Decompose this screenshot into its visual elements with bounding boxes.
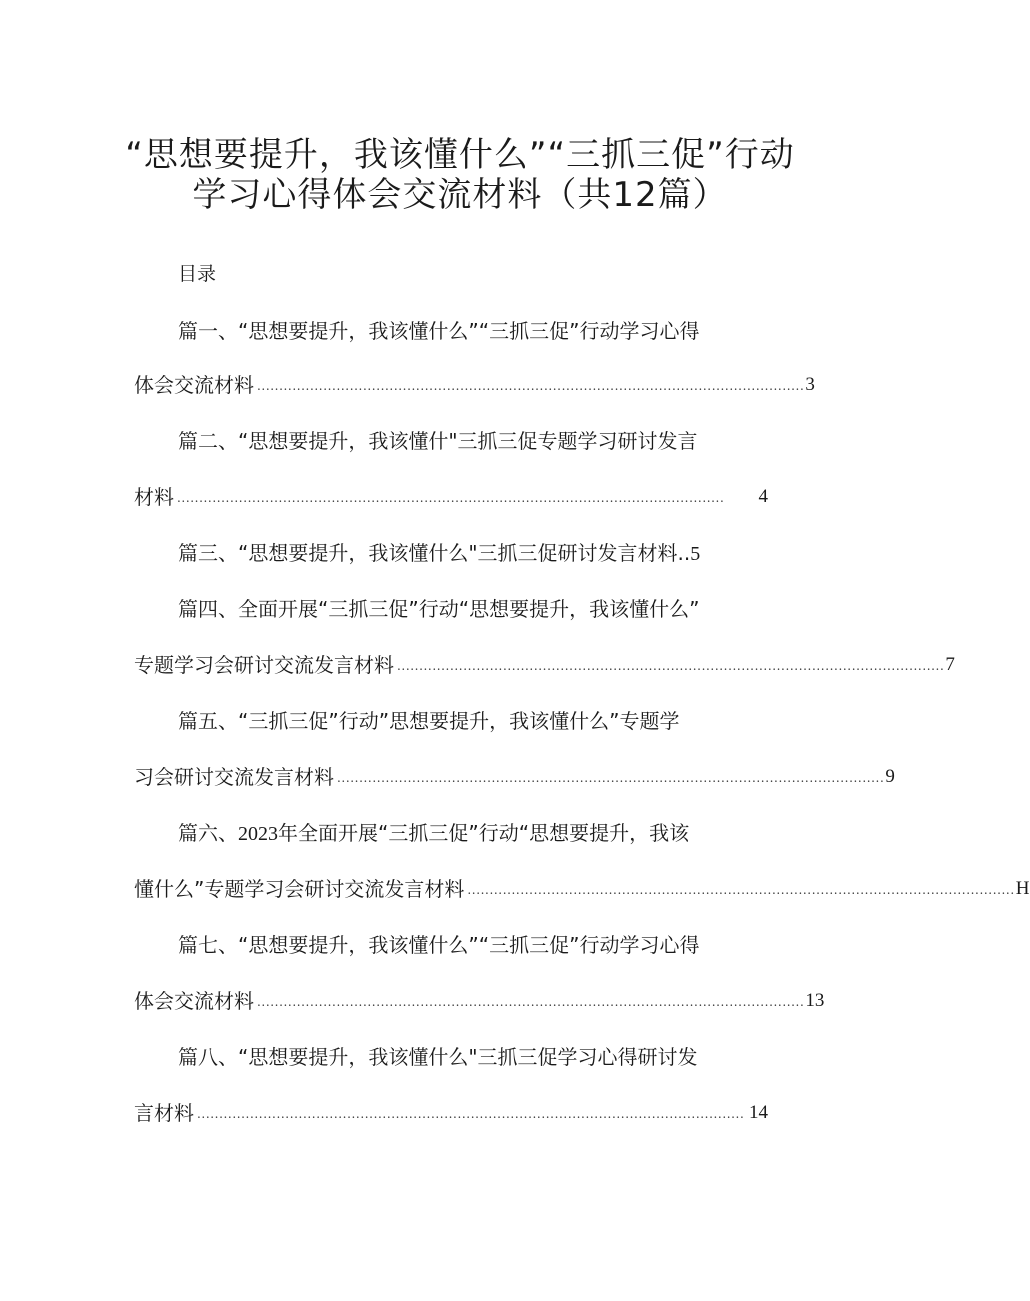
toc-entry-6-title-c: 年全面开展“三抓三促”行动“思想要提升，我该 bbox=[278, 821, 690, 845]
toc-heading: 目录 bbox=[178, 263, 217, 285]
toc-entry-4-title[interactable]: 篇四、全面开展“三抓三促”行动“思想要提升，我该懂什么” bbox=[178, 597, 700, 621]
leader-dots: ............................................................................................................................ bbox=[177, 491, 725, 505]
toc-entry-3[interactable] bbox=[178, 540, 700, 567]
toc-entry-7-page: 13 bbox=[805, 990, 825, 1011]
toc-entry-6-year: 2023 bbox=[238, 823, 278, 845]
toc-entry-8-title-end: 言材料 bbox=[134, 1101, 194, 1125]
leader-dots: ............................................................................................................................ bbox=[257, 995, 805, 1009]
toc-entry-3-page: 5 bbox=[690, 543, 701, 565]
toc-entry-5-page: 9 bbox=[885, 766, 895, 787]
toc-entry-2-page: 4 bbox=[758, 486, 768, 507]
leader-dots: ............................................................................................................................ bbox=[397, 659, 945, 673]
toc-entry-4-title-end: 专题学习会研讨交流发言材料 bbox=[134, 653, 394, 677]
toc-entry-7-title-end: 体会交流材料 bbox=[134, 989, 254, 1013]
toc-entry-6-title-end: 懂什么”专题学习会研讨交流发言材料 bbox=[134, 877, 465, 901]
toc-entry-3-title: 篇三、“思想要提升，我该懂什么"三抓三促研讨发言材料.. bbox=[178, 541, 691, 565]
toc-entry-8-page: 14 bbox=[749, 1102, 768, 1123]
toc-entry-6-title-a: 篇六、 bbox=[178, 821, 238, 845]
toc-entry-8-title[interactable]: 篇八、“思想要提升，我该懂什么"三抓三促学习心得研讨发 bbox=[178, 1045, 698, 1069]
toc-entry-6-continuation[interactable] bbox=[134, 876, 1030, 902]
toc-entry-7-title[interactable]: 篇七、“思想要提升，我该懂什么”“三抓三促”行动学习心得 bbox=[178, 933, 700, 957]
toc-entry-8-continuation[interactable] bbox=[134, 1100, 768, 1126]
toc-entry-4-continuation[interactable] bbox=[134, 652, 955, 678]
toc-entry-7-continuation[interactable] bbox=[134, 988, 825, 1014]
toc-entry-1-page: 3 bbox=[805, 374, 815, 395]
toc-entry-2-title-end: 材料 bbox=[134, 485, 174, 509]
leader-dots: ............................................................................................................................ bbox=[337, 771, 885, 785]
toc-entry-2-title[interactable]: 篇二、“思想要提升，我该懂什"三抓三促专题学习研讨发言 bbox=[178, 429, 698, 453]
toc-entry-4-page: 7 bbox=[945, 654, 955, 675]
toc-entry-1-continuation[interactable] bbox=[134, 372, 815, 398]
toc-entry-6-page: H bbox=[1015, 878, 1030, 899]
leader-dots: ............................................................................................................................ bbox=[257, 379, 805, 393]
leader-dots: ............................................................................................................................ bbox=[197, 1107, 745, 1121]
title-line-1: “思想要提升，我该懂什么”“三抓三促”行动 bbox=[125, 135, 795, 175]
leader-dots: ............................................................................................................................ bbox=[467, 883, 1015, 897]
toc-entry-6-title[interactable] bbox=[178, 820, 689, 847]
toc-entry-5-title-end: 习会研讨交流发言材料 bbox=[134, 765, 334, 789]
toc-entry-1-title-end: 体会交流材料 bbox=[134, 373, 254, 397]
toc-entry-1-title[interactable]: 篇一、“思想要提升，我该懂什么”“三抓三促”行动学习心得 bbox=[178, 319, 700, 343]
toc-entry-5-title[interactable]: 篇五、“三抓三促”行动”思想要提升，我该懂什么”专题学 bbox=[178, 709, 680, 733]
toc-entry-5-continuation[interactable] bbox=[134, 764, 895, 790]
title-line-2: 学习心得体会交流材料（共12篇） bbox=[192, 175, 728, 215]
toc-entry-2-continuation[interactable] bbox=[134, 484, 768, 510]
